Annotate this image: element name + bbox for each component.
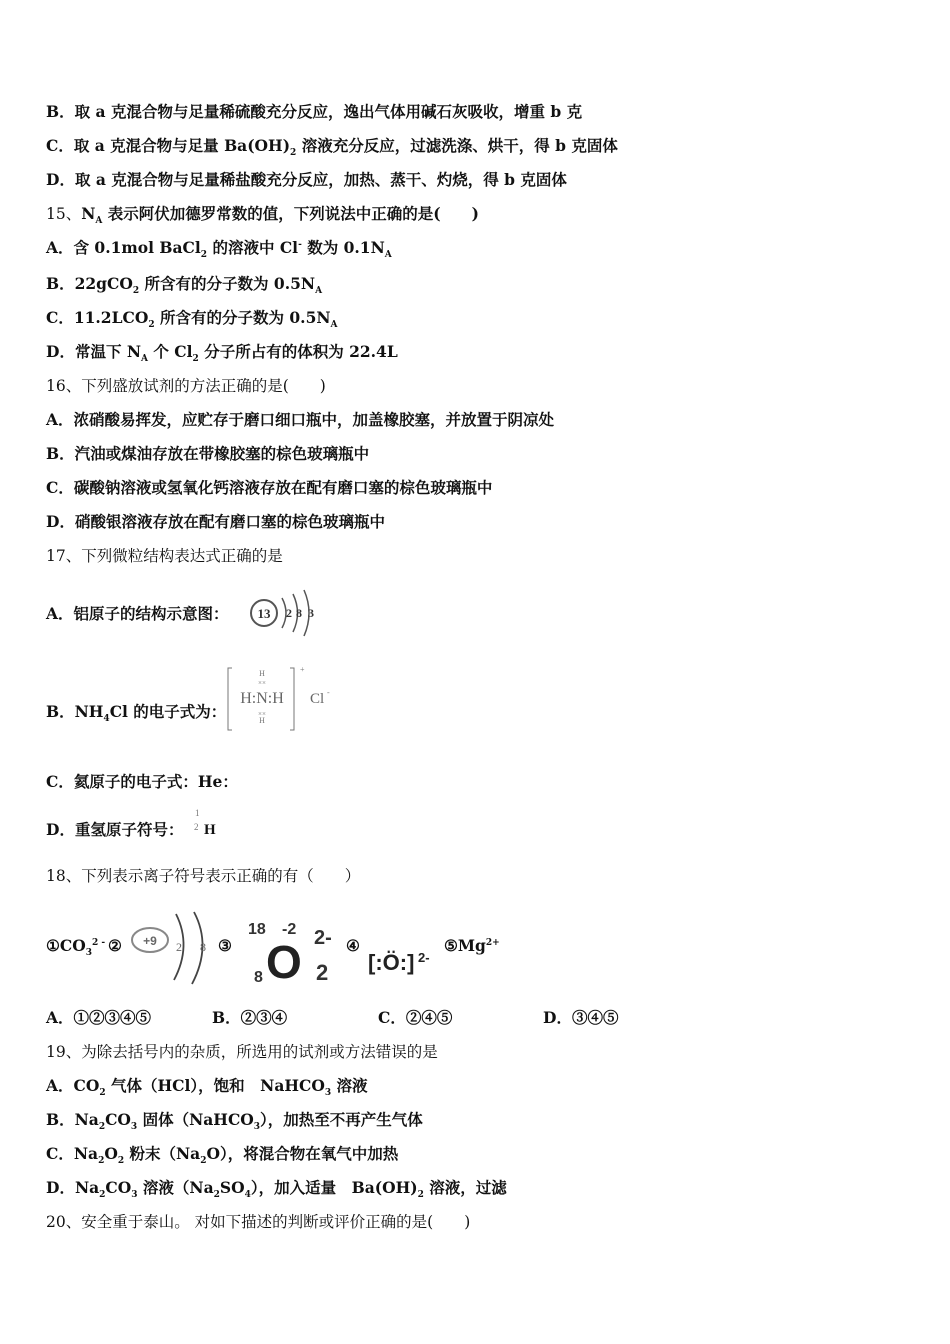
ammonium-chloride-electron-formula [224,664,344,734]
q17-option-c: C．氦原子的电子式：He： [46,772,238,791]
svg-text:-: - [327,688,330,697]
q14-option-b: B．取 a 克混合物与足量稀硫酸充分反应，逸出气体用碱石灰吸收，增重 b 克 [46,102,583,121]
svg-text:[:Ö:]: [:Ö:] [368,950,415,975]
q16-option-a: A．浓硝酸易挥发，应贮存于磨口细口瓶中，加盖橡胶塞，并放置于阴凉处 [46,410,555,429]
q18-item-2-label: ② [108,936,122,955]
q18-option-b: B．②③④ [212,1008,288,1027]
chloride-ion: Cl [310,691,325,707]
aluminum-atom-diagram [248,588,328,638]
svg-text:2: 2 [194,822,199,832]
q18-item-4-label: ④ [346,936,360,955]
svg-text:-2: -2 [282,921,297,938]
q18-option-c: C．②④⑤ [378,1008,453,1027]
svg-text:8: 8 [200,940,206,954]
q14-option-d: D．取 a 克混合物与足量稀盐酸充分反应，加热、蒸干、灼烧，得 b 克固体 [46,170,567,189]
q18-stem: 18、下列表示离子符号表示正确的有（ ） [46,867,361,885]
q15-option-a: A．含 0.1mol BaCl$_2$ 的溶液中 Cl- 数为 $0.1N_A$ [46,238,392,261]
q15-option-c: C．$11.2LCO_2$ 所含有的分子数为 $0.5N_A$ [46,308,338,331]
al-shell-1: 2 [286,606,292,620]
svg-text:O: O [266,936,302,988]
svg-text:H: H [259,669,265,678]
q19-option-b: B．$Na_2CO_3$ 固体（NaHCO$_3$），加热至不再产生气体 [46,1110,423,1133]
q18-option-a: A．①②③④⑤ [46,1008,152,1027]
svg-text:+9: +9 [143,934,157,948]
q17-option-b: B．$NH_4Cl$ 的电子式为： [46,702,227,725]
q14-option-c: C．取 a 克混合物与足量 $Ba(OH)_2$ 溶液充分反应，过滤洗涤、烘干，得 b 克固体 [46,136,618,159]
svg-text:2: 2 [316,960,329,985]
svg-text:H: H [259,716,265,725]
q17-stem: 17、下列微粒结构表达式正确的是 [46,547,283,565]
q16-option-b: B．汽油或煤油存放在带橡胶塞的棕色玻璃瓶中 [46,444,370,463]
svg-text:H: H [204,822,216,838]
q17-option-a: A．铝原子的结构示意图： [46,604,229,623]
oxide-ion-electron-formula [366,940,446,980]
q19-stem: 19、为除去括号内的杂质，所选用的试剂或方法错误的是 [46,1043,438,1061]
q15-stem: 15、$N_A$ 表示阿伏加德罗常数的值，下列说法中正确的是( ) [46,204,479,227]
q15-option-d: D．常温下 $N_A$ 个 $Cl_2$ 分子所占有的体积为 22.4L [46,342,398,365]
q19-option-d: D．$Na_2CO_3$ 溶液$(Na_2SO_4)$，加入适量 $Ba(OH)_2$ 溶液，过滤 [46,1178,507,1201]
svg-text:××: ×× [258,710,266,718]
nh4-formula: H:N:H [240,690,284,707]
q20-stem: 20、安全重于泰山。 对如下描述的判断或评价正确的是( ) [46,1213,471,1231]
svg-text:2-: 2- [314,927,332,949]
svg-text:2-: 2- [418,950,430,965]
svg-text:2: 2 [176,940,182,954]
fluoride-ion-diagram [126,906,216,988]
al-shell-2: 8 [296,606,302,620]
q17-option-d: D．重氢原子符号： [46,820,184,839]
q18-option-d: D．③④⑤ [543,1008,619,1027]
peroxide-ion-symbol [236,912,346,988]
q16-option-c: C．碳酸钠溶液或氢氧化钙溶液存放在配有磨口塞的棕色玻璃瓶中 [46,478,493,497]
svg-text:18: 18 [248,921,266,938]
al-nucleus-label: 13 [257,606,271,621]
q19-option-c: C．$Na_2O_2$ 粉末$(Na_2O)$，将混合物在氧气中加热 [46,1144,399,1167]
svg-text:+: + [300,665,305,674]
svg-text:××: ×× [258,679,266,687]
q15-option-b: B．22gCO$_2$ 所含有的分子数为 $0.5N_A$ [46,274,323,297]
q18-item-3-label: ③ [218,936,232,955]
q18-item-5: $⑤Mg^{2+}$ [444,936,500,955]
q16-stem: 16、下列盛放试剂的方法正确的是( ) [46,377,326,395]
q16-option-d: D．硝酸银溶液存放在配有磨口塞的棕色玻璃瓶中 [46,512,385,531]
svg-text:8: 8 [254,969,263,986]
al-shell-3: 3 [308,606,314,620]
deuterium-symbol [190,806,230,840]
svg-text:1: 1 [195,808,200,818]
q18-item-1: $①CO_3^{2 -}$ [46,936,106,959]
q19-option-a: A．$CO_2$ 气体（HCl），饱和 NaHCO$_3$ 溶液 [46,1076,368,1099]
